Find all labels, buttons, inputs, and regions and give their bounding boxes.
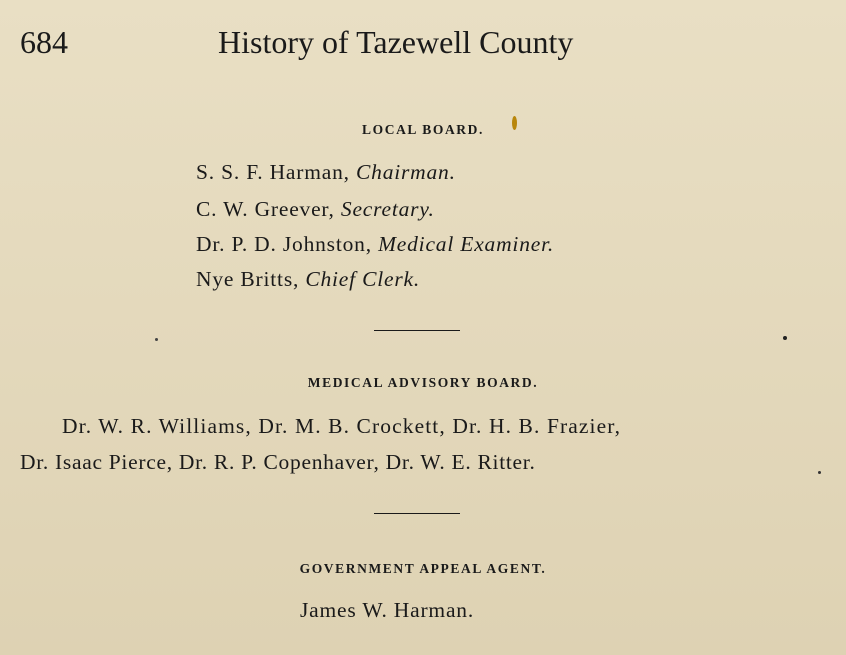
local-board-member bbox=[196, 160, 456, 185]
member-role: Chief Clerk. bbox=[305, 267, 421, 291]
ink-speck bbox=[783, 336, 787, 340]
medical-advisory-board-heading: MEDICAL ADVISORY BOARD. bbox=[307, 375, 539, 390]
local-board-member bbox=[196, 232, 554, 257]
local-board-member bbox=[196, 267, 420, 292]
appeal-agent-name: James W. Harman. bbox=[300, 598, 475, 622]
ink-speck bbox=[512, 116, 517, 130]
member-role: Medical Examiner. bbox=[378, 232, 555, 256]
member-role: Chairman. bbox=[356, 160, 456, 184]
section-divider bbox=[374, 330, 460, 331]
member-role: Secretary. bbox=[340, 197, 435, 221]
medical-advisory-line-2: Dr. Isaac Pierce, Dr. R. P. Copenhaver, Dr. W. E. Ritter. bbox=[20, 450, 536, 474]
member-name: S. S. F. Harman, bbox=[196, 160, 356, 184]
section-divider bbox=[374, 513, 460, 514]
government-appeal-agent-heading: GOVERNMENT APPEAL AGENT. bbox=[299, 561, 547, 576]
ink-speck bbox=[155, 338, 158, 341]
ink-speck bbox=[818, 471, 821, 474]
medical-advisory-line-1: Dr. W. R. Williams, Dr. M. B. Crockett, Dr. H. B. Frazier, bbox=[62, 414, 622, 438]
local-board-heading: LOCAL BOARD. bbox=[362, 122, 484, 137]
running-head: History of Tazewell County bbox=[218, 24, 574, 60]
page-number: 684 bbox=[20, 24, 68, 60]
member-name: Dr. P. D. Johnston, bbox=[196, 232, 379, 256]
member-name: C. W. Greever, bbox=[196, 197, 341, 221]
member-name: Nye Britts, bbox=[196, 267, 306, 291]
local-board-member bbox=[196, 197, 435, 222]
